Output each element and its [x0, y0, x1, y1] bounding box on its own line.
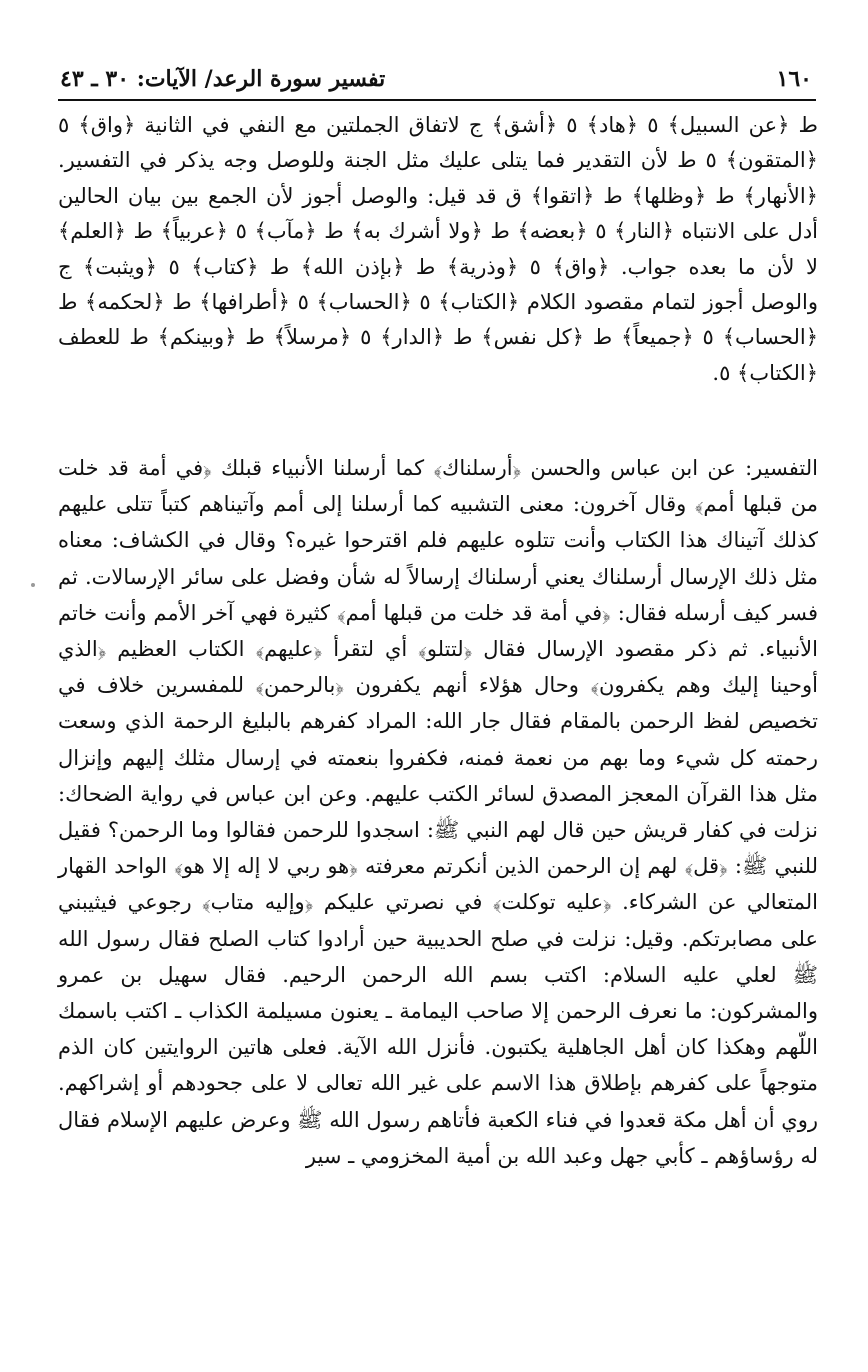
header-rule	[58, 99, 816, 101]
running-title: تفسير سورة الرعد/ الآيات: ٣٠ ـ ٤٣	[60, 66, 386, 92]
pauses-paragraph: ط ﴿عن السبيل﴾ ٥ ﴿هاد﴾ ٥ ﴿أشق﴾ ج لاتفاق الجملتين مع النفي في الثانية ﴿واق﴾ ٥ ﴿المتقون﴾ ٥ ط لأن التقدير فما يتلى عليك مثل الجنة وللوصل وجه يذكر في التفسير. ﴿الأنهار﴾ ط ﴿وظلها﴾ ط ﴿اتقوا﴾ ق قد قيل: والوصل أجوز لأن الجمع بين بيان الحالين أدل على الانتباه ﴿النار﴾ ٥ ﴿بعضه﴾ ط ﴿ولا أشرك به﴾ ط ﴿مآب﴾ ٥ ﴿عربياً﴾ ط ﴿العلم﴾ لا لأن ما بعده جواب. ﴿واق﴾ ٥ ﴿وذرية﴾ ط ﴿بإذن الله﴾ ط ﴿كتاب﴾ ٥ ﴿ويثبت﴾ ج والوصل أجوز لتمام مقصود الكلام ﴿الكتاب﴾ ٥ ﴿الحساب﴾ ٥ ﴿أطرافها﴾ ط ﴿لحكمه﴾ ط ﴿الحساب﴾ ٥ ﴿جميعاً﴾ ط ﴿كل نفس﴾ ط ﴿الدار﴾ ٥ ﴿مرسلاً﴾ ط ﴿وبينكم﴾ ط للعطف ﴿الكتاب﴾ ٥.	[58, 113, 819, 385]
pauses-block	[58, 108, 818, 391]
margin-mark	[31, 583, 35, 587]
tafsir-block	[58, 450, 818, 1174]
page-number: ١٦٠	[776, 66, 812, 92]
page-header	[60, 62, 812, 96]
tafsir-paragraph: التفسير: عن ابن عباس والحسن ﴿أرسلناك﴾ كما أرسلنا الأنبياء قبلك ﴿في أمة قد خلت من قبلها أمم﴾ وقال آخرون: معنى التشبيه كما أرسلنا إلى أمم وآتيناهم كتباً تتلى عليهم كذلك آتيناك هذا الكتاب وأنت تتلوه عليهم فلم اقترحوا غيره؟ وقال في الكشاف: معناه مثل ذلك الإرسال أرسلناك يعني أرسلناك إرسالاً له شأن وفضل على سائر الإرسالات. ثم فسر كيف أرسله فقال: ﴿في أمة قد خلت من قبلها أمم﴾ كثيرة فهي آخر الأمم وأنت خاتم الأنبياء. ثم ذكر مقصود الإرسال فقال ﴿لتتلو﴾ أي لتقرأ ﴿عليهم﴾ الكتاب العظيم ﴿الذي أوحينا إليك وهم يكفرون﴾ وحال هؤلاء أنهم يكفرون ﴿بالرحمن﴾ للمفسرين خلاف في تخصيص لفظ الرحمن بالمقام فقال جار الله: المراد كفرهم بالبليغ الرحمة الذي وسعت رحمته كل شيء وما بهم من نعمة فمنه، فكفروا بنعمته في إرسال مثلك إليهم وإنزال مثل هذا القرآن المعجز المصدق لسائر الكتب عليهم. وعن ابن عباس في رواية الضحاك: نزلت في كفار قريش حين قال لهم النبي ﷺ: اسجدوا للرحمن فقالوا وما الرحمن؟ فقيل للنبي ﷺ: ﴿قل﴾ لهم إن الرحمن الذين أنكرتم معرفته ﴿هو ربي لا إله إلا هو﴾ الواحد القهار المتعالي عن الشركاء. ﴿عليه توكلت﴾ في نصرتي عليكم ﴿وإليه متاب﴾ رجوعي فيثيبني على مصابرتكم. وقيل: نزلت في صلح الحديبية حين أرادوا كتاب الصلح فقال رسول الله ﷺ لعلي عليه السلام: اكتب بسم الله الرحمن الرحيم. فقال سهيل بن عمرو والمشركون: ما نعرف الرحمن إلا صاحب اليمامة ـ يعنون مسيلمة الكذاب ـ اكتب باسمك اللّهم وهكذا كان أهل الجاهلية يكتبون. فأنزل الله الآية. فعلى هاتين الروايتين كان الذم متوجهاً على كفرهم بإطلاق هذا الاسم على غير الله تعالى لا على جحودهم أو إشراكهم. روي أن أهل مكة قعدوا في فناء الكعبة فأتاهم رسول الله ﷺ وعرض عليهم الإسلام فقال له رؤساؤهم ـ كأبي جهل وعبد الله بن أمية المخزومي ـ سير	[58, 456, 818, 1168]
